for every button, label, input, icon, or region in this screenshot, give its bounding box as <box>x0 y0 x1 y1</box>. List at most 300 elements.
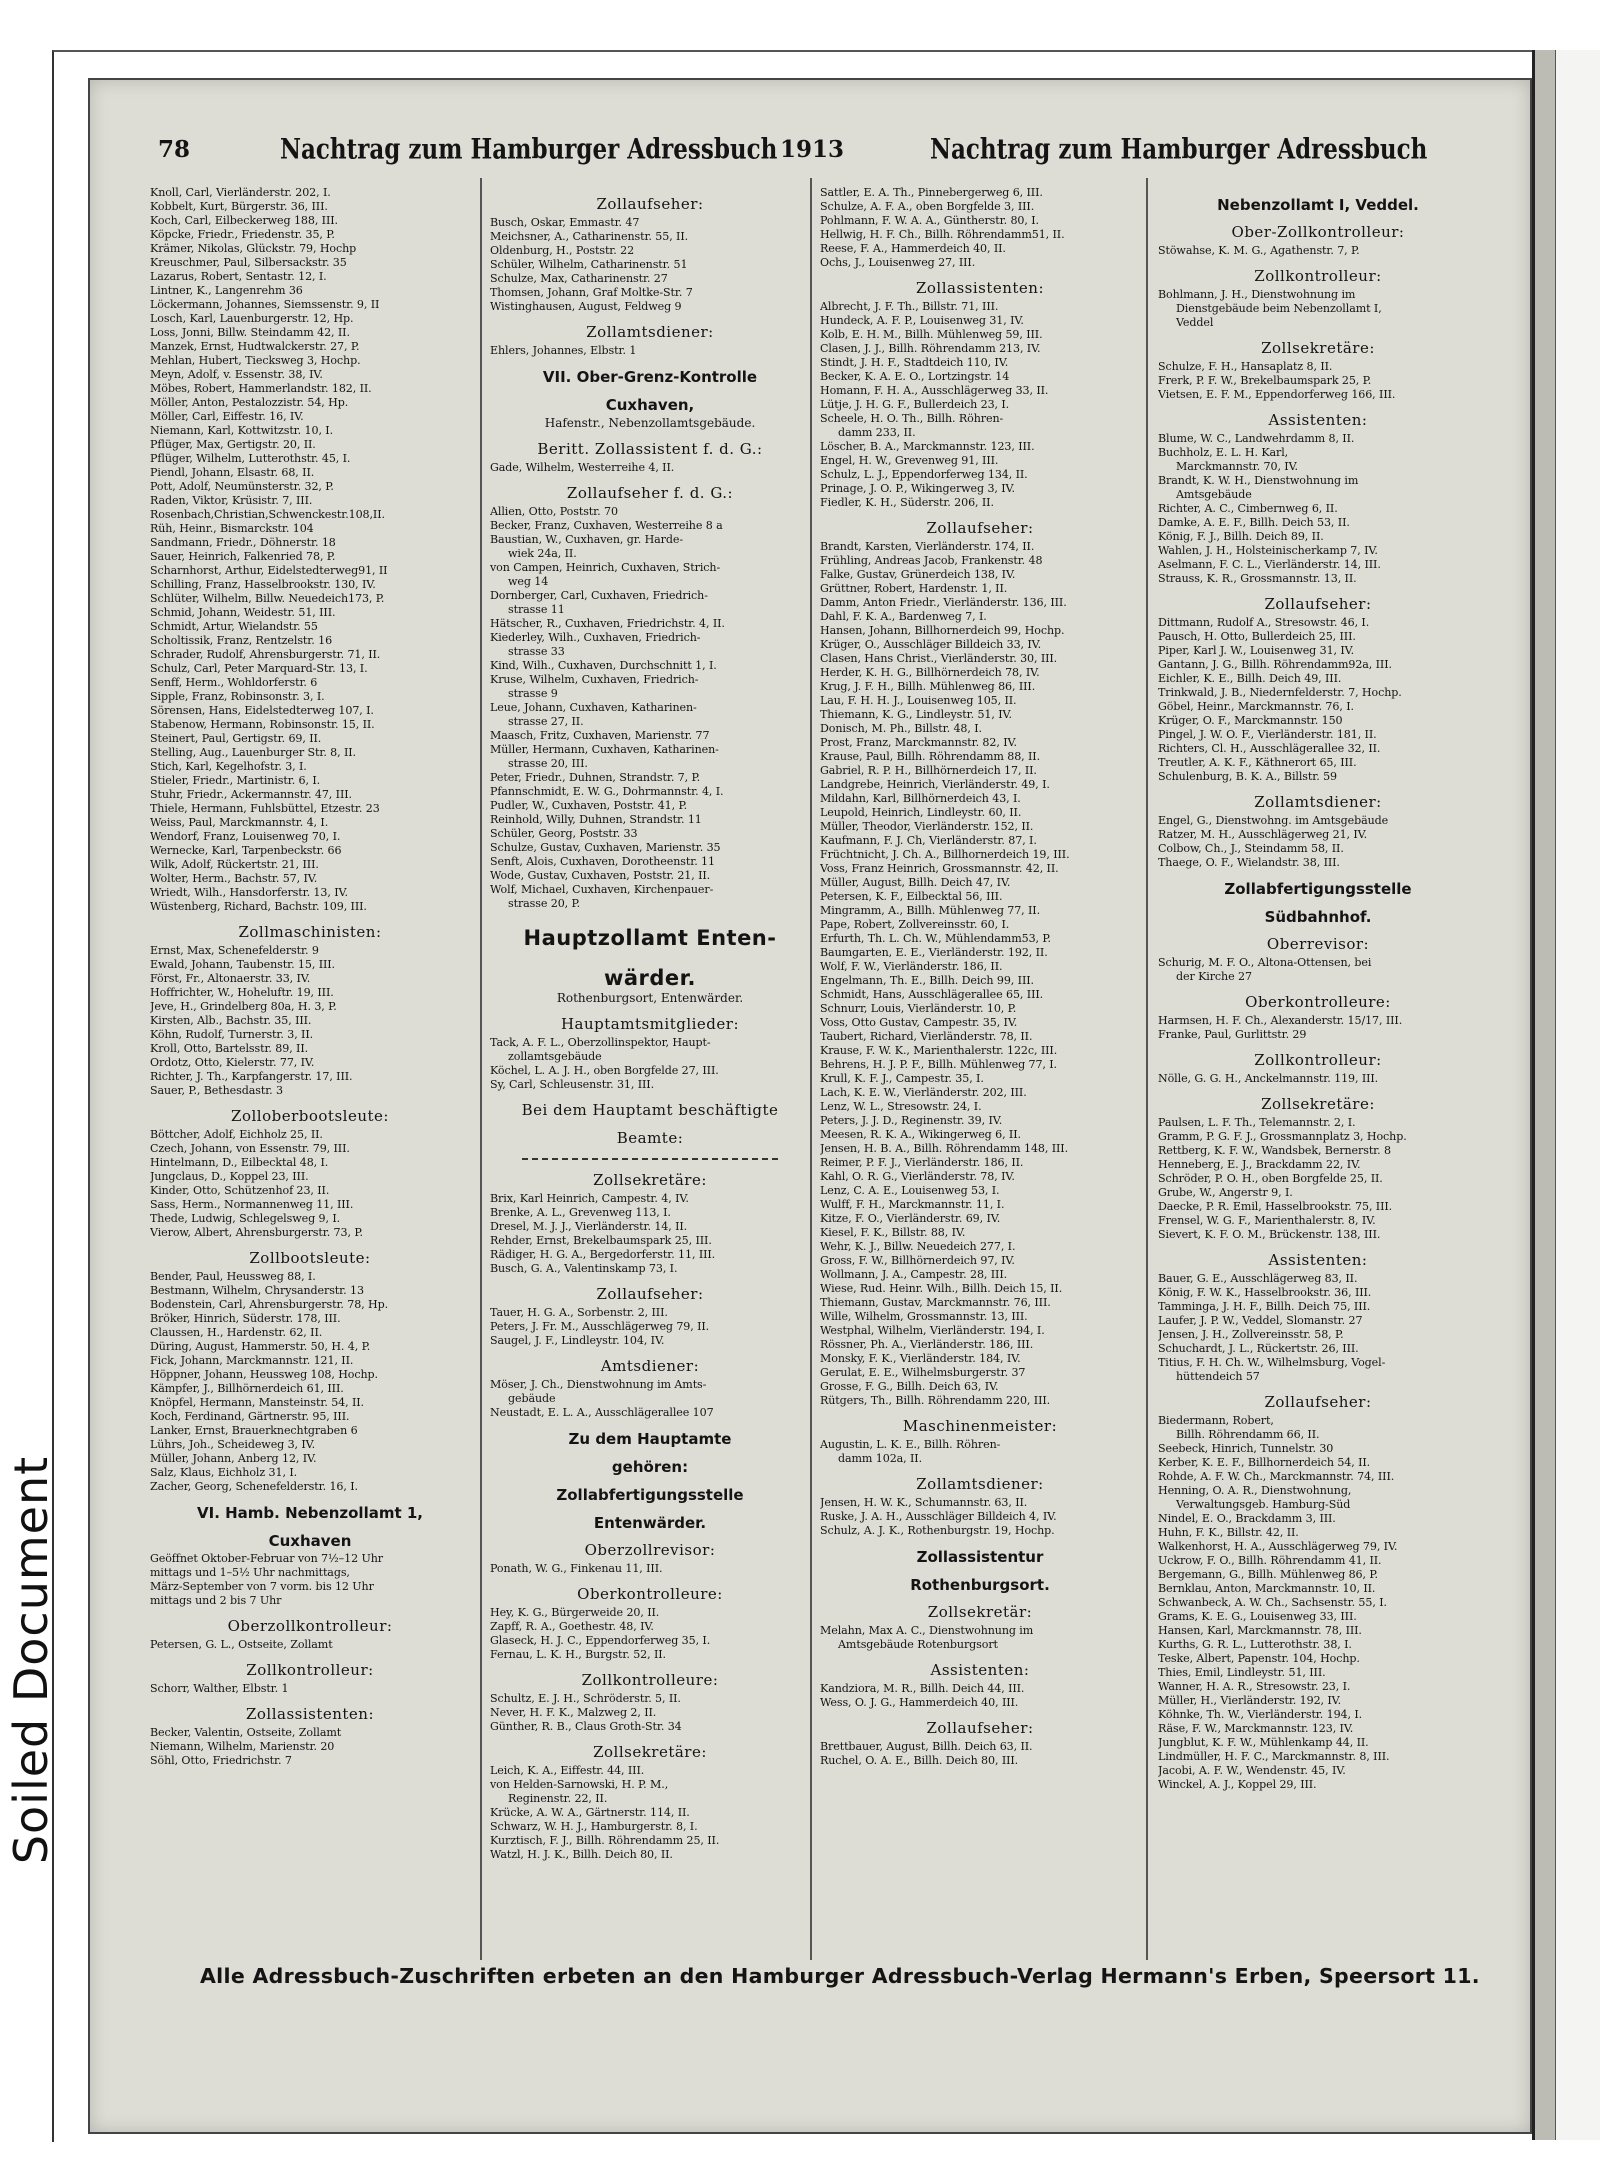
directory-entry: Sattler, E. A. Th., Pinnebergerweg 6, III. <box>820 186 1043 199</box>
page-header <box>150 132 1428 172</box>
section-heading: Zolloberbootsleute: <box>231 1107 389 1125</box>
directory-entry: Rütgers, Th., Billh. Röhrendamm 220, III. <box>820 1394 1051 1407</box>
directory-entry: Glaseck, H. J. C., Eppendorferweg 35, I. <box>490 1634 711 1647</box>
directory-entry: Colbow, Ch., J., Steindamm 58, II. <box>1158 842 1344 855</box>
directory-entry: Köhn, Rudolf, Turnerstr. 3, II. <box>150 1028 314 1041</box>
directory-entry: Blume, W. C., Landwehrdamm 8, II. <box>1158 432 1355 445</box>
directory-entry: Landgrebe, Heinrich, Vierländerstr. 49, I. <box>820 778 1050 791</box>
section-heading: Zollsekretär: <box>927 1603 1033 1621</box>
directory-entry: Clasen, J. J., Billh. Röhrendamm 213, IV. <box>820 342 1041 355</box>
office-heading: Entenwärder. <box>593 1514 707 1532</box>
directory-entry: Müller, Hermann, Cuxhaven, Katharinen- <box>490 743 719 756</box>
directory-entry: Lindmüller, H. F. C., Marckmannstr. 8, III. <box>1158 1750 1390 1763</box>
directory-entry: Kaufmann, F. J. Ch, Vierländerstr. 87, I. <box>820 834 1037 847</box>
directory-entry: Pflüger, Max, Gertigstr. 20, II. <box>150 438 316 451</box>
directory-entry: Tamminga, J. H. F., Billh. Deich 75, III. <box>1158 1300 1371 1313</box>
directory-entry: Sipple, Franz, Robinsonstr. 3, I. <box>150 690 325 703</box>
directory-entry: Lintner, K., Langenrehm 36 <box>150 284 303 297</box>
section-heading: Beritt. Zollassistent f. d. G.: <box>537 440 763 458</box>
directory-entry: Hintelmann, D., Eilbecktal 48, I. <box>150 1156 329 1169</box>
directory-entry: Schuchardt, J. L., Rückertstr. 26, III. <box>1158 1342 1359 1355</box>
directory-entry: Clasen, Hans Christ., Vierländerstr. 30, III. <box>820 652 1058 665</box>
directory-entry: Kind, Wilh., Cuxhaven, Durchschnitt 1, I. <box>490 659 717 672</box>
directory-entry: Pott, Adolf, Neumünsterstr. 32, P. <box>150 480 334 493</box>
directory-entry: Mildahn, Karl, Billhörnerdeich 43, I. <box>820 792 1021 805</box>
section-heading: Ober-Zollkontrolleur: <box>1231 223 1405 241</box>
directory-entry: Henneberg, E. J., Brackdamm 22, IV. <box>1158 1158 1361 1171</box>
directory-column-4 <box>1158 186 1478 1956</box>
directory-entry: Nölle, G. G. H., Anckelmannstr. 119, III. <box>1158 1072 1379 1085</box>
directory-entry: Engel, G., Dienstwohng. im Amtsgebäude <box>1158 814 1389 827</box>
directory-entry: Huhn, F. K., Billstr. 42, II. <box>1158 1526 1299 1539</box>
directory-entry: Düring, August, Hammerstr. 50, H. 4, P. <box>150 1340 371 1353</box>
section-heading: Zollaufseher: <box>1264 1393 1372 1411</box>
directory-entry: Kitze, F. O., Vierländerstr. 69, IV. <box>820 1212 1001 1225</box>
directory-entry: Schurig, M. F. O., Altona-Ottensen, bei <box>1158 956 1372 969</box>
directory-entry: Wehr, K. J., Billw. Neuedeich 277, I. <box>820 1240 1016 1253</box>
entry-continuation: Amtsgebäude <box>1176 488 1252 501</box>
directory-entry: Fernau, L. K. H., Burgstr. 52, II. <box>490 1648 666 1661</box>
directory-entry: Lenz, C. A. E., Louisenweg 53, I. <box>820 1184 1000 1197</box>
directory-entry: Voss, Franz Heinrich, Grossmannstr. 42, II. <box>820 862 1059 875</box>
entry-continuation: Amtsgebäude Rotenburgsort <box>838 1638 998 1651</box>
directory-entry: Grosse, F. G., Billh. Deich 63, IV. <box>820 1380 999 1393</box>
directory-entry: Neustadt, E. L. A., Ausschlägerallee 107 <box>490 1406 714 1419</box>
directory-entry: Grüttner, Robert, Hardenstr. 1, II. <box>820 582 1008 595</box>
entry-continuation: Verwaltungsgeb. Hamburg-Süd <box>1176 1498 1351 1511</box>
directory-entry: Sievert, K. F. O. M., Brückenstr. 138, III. <box>1158 1228 1381 1241</box>
directory-entry: Nindel, E. O., Brackdamm 3, III. <box>1158 1512 1336 1525</box>
directory-entry: Ehlers, Johannes, Elbstr. 1 <box>490 344 637 357</box>
directory-entry: Höppner, Johann, Heussweg 108, Hochp. <box>150 1368 378 1381</box>
directory-entry: Schulz, Carl, Peter Marquard-Str. 13, I. <box>150 662 368 675</box>
page-number: 78 <box>158 136 191 163</box>
directory-entry: Schulenburg, B. K. A., Billstr. 59 <box>1158 770 1338 783</box>
section-heading: Bei dem Hauptamt beschäftigte <box>521 1101 779 1119</box>
directory-entry: Wollmann, J. A., Campestr. 28, III. <box>820 1268 1008 1281</box>
directory-entry: Richters, Cl. H., Ausschlägerallee 32, II. <box>1158 742 1381 755</box>
directory-entry: Möller, Anton, Pestalozzistr. 54, Hp. <box>150 396 349 409</box>
directory-entry: Schulz, A. J. K., Rothenburgstr. 19, Hochp. <box>820 1524 1055 1537</box>
directory-entry: Richter, J. Th., Karpfangerstr. 17, III. <box>150 1070 353 1083</box>
directory-entry: Prinage, J. O. P., Wikingerweg 3, IV. <box>820 482 1015 495</box>
directory-entry: Pape, Robert, Zollvereinsstr. 60, I. <box>820 918 1010 931</box>
directory-entry: Damke, A. E. F., Billh. Deich 53, II. <box>1158 516 1350 529</box>
directory-column-3 <box>820 186 1140 1956</box>
directory-entry: Daecke, P. R. Emil, Hasselbrookstr. 75, III. <box>1158 1200 1393 1213</box>
office-heading: Zollassistentur <box>916 1548 1044 1566</box>
directory-entry: Schmid, Johann, Weidestr. 51, III. <box>150 606 336 619</box>
column-rule <box>480 178 482 1960</box>
directory-entry: Krücke, A. W. A., Gärtnerstr. 114, II. <box>490 1806 690 1819</box>
directory-entry: Rohde, A. F. W. Ch., Marckmannstr. 74, III. <box>1158 1470 1395 1483</box>
directory-entry: Schulze, A. F. A., oben Borgfelde 3, III. <box>820 200 1035 213</box>
directory-entry: Rüh, Heinr., Bismarckstr. 104 <box>150 522 314 535</box>
directory-entry: Claussen, H., Hardenstr. 62, II. <box>150 1326 323 1339</box>
directory-entry: Weiss, Paul, Marckmannstr. 4, I. <box>150 816 329 829</box>
section-heading: Amtsdiener: <box>600 1357 700 1375</box>
directory-entry: Kurztisch, F. J., Billh. Röhrendamm 25, II. <box>490 1834 720 1847</box>
directory-entry: Köpcke, Friedr., Friedenstr. 35, P. <box>150 228 335 241</box>
section-heading: Zollassistenten: <box>915 279 1045 297</box>
directory-entry: Bodenstein, Carl, Ahrensburgerstr. 78, Hp. <box>150 1298 389 1311</box>
office-heading: Zollabfertigungsstelle <box>556 1486 744 1504</box>
directory-entry: Stieler, Friedr., Martinistr. 6, I. <box>150 774 321 787</box>
directory-entry: Ochs, J., Louisenweg 27, III. <box>820 256 976 269</box>
directory-entry: Thede, Ludwig, Schlegelsweg 9, I. <box>150 1212 341 1225</box>
office-heading: VI. Hamb. Nebenzollamt 1, <box>197 1504 423 1522</box>
directory-entry: Wolf, Michael, Cuxhaven, Kirchenpauer- <box>490 883 714 896</box>
directory-entry: Saugel, J. F., Lindleystr. 104, IV. <box>490 1334 665 1347</box>
directory-entry: Kiesel, F. K., Billstr. 88, IV. <box>820 1226 966 1239</box>
directory-entry: Brandt, K. W. H., Dienstwohnung im <box>1158 474 1359 487</box>
section-heading: Zollkontrolleur: <box>1254 1051 1382 1069</box>
directory-entry: Kurths, G. R. L., Lutterothstr. 38, I. <box>1158 1638 1352 1651</box>
directory-entry: Steinert, Paul, Gertigstr. 69, II. <box>150 732 322 745</box>
directory-entry: Albrecht, J. F. Th., Billstr. 71, III. <box>820 300 999 313</box>
directory-entry: Gabriel, R. P. H., Billhörnerdeich 17, II. <box>820 764 1037 777</box>
directory-entry: Pohlmann, F. W. A. A., Güntherstr. 80, I. <box>820 214 1039 227</box>
directory-entry: Raden, Viktor, Krüsistr. 7, III. <box>150 494 313 507</box>
section-heading: Zollsekretäre: <box>593 1171 707 1189</box>
section-heading: Zollsekretäre: <box>1261 1095 1375 1113</box>
directory-entry: Wess, O. J. G., Hammerdeich 40, III. <box>820 1696 1019 1709</box>
directory-entry: mittags und 1–5½ Uhr nachmittags, <box>150 1566 350 1579</box>
directory-entry: Jensen, H. W. K., Schumannstr. 63, II. <box>820 1496 1028 1509</box>
directory-entry: Tauer, H. G. A., Sorbenstr. 2, III. <box>490 1306 668 1319</box>
directory-entry: Pudler, W., Cuxhaven, Poststr. 41, P. <box>490 799 688 812</box>
main-office-heading: Hauptzollamt Enten- <box>523 926 777 950</box>
directory-entry: Dahl, F. K. A., Bardenweg 7, I. <box>820 610 987 623</box>
directory-entry: König, F. J., Billh. Deich 89, II. <box>1158 530 1324 543</box>
directory-entry: Buchholz, E. L. H. Karl, <box>1158 446 1289 459</box>
section-heading: Oberrevisor: <box>1266 935 1370 953</box>
entry-continuation: damm 233, II. <box>838 426 916 439</box>
header-year: 1913 <box>780 136 845 163</box>
directory-entry: Becker, K. A. E. O., Lortzingstr. 14 <box>820 370 1010 383</box>
directory-entry: Erfurth, Th. L. Ch. W., Mühlendamm53, P. <box>820 932 1051 945</box>
directory-entry: Göbel, Heinr., Marckmannstr. 76, I. <box>1158 700 1354 713</box>
directory-entry: Sandmann, Friedr., Döhnerstr. 18 <box>150 536 336 549</box>
directory-entry: Müller, Johann, Anberg 12, IV. <box>150 1452 317 1465</box>
directory-entry: Früchtnicht, J. Ch. A., Billhornerdeich 19, III. <box>820 848 1070 861</box>
directory-entry: Oldenburg, H., Poststr. 22 <box>490 244 635 257</box>
directory-entry: Müller, H., Vierländerstr. 192, IV. <box>1158 1694 1342 1707</box>
directory-entry: Meyn, Adolf, v. Essenstr. 38, IV. <box>150 368 323 381</box>
directory-entry: Schüler, Wilhelm, Catharinenstr. 51 <box>490 258 688 271</box>
background-strip <box>1556 50 1600 2140</box>
directory-entry: Grams, K. E. G., Louisenweg 33, III. <box>1158 1610 1357 1623</box>
section-heading: Oberkontrolleure: <box>1245 993 1391 1011</box>
directory-entry: Rössner, Ph. A., Vierländerstr. 186, III. <box>820 1338 1034 1351</box>
directory-entry: Paulsen, L. F. Th., Telemannstr. 2, I. <box>1158 1116 1356 1129</box>
directory-entry: von Campen, Heinrich, Cuxhaven, Strich- <box>490 561 721 574</box>
directory-entry: Kruse, Wilhelm, Cuxhaven, Friedrich- <box>490 673 699 686</box>
directory-entry: Jacobi, A. F. W., Wendenstr. 45, IV. <box>1158 1764 1346 1777</box>
directory-entry: Günther, R. B., Claus Groth-Str. 34 <box>490 1720 682 1733</box>
directory-entry: Wendorf, Franz, Louisenweg 70, I. <box>150 830 341 843</box>
directory-entry: Meesen, R. K. A., Wikingerweg 6, II. <box>820 1128 1021 1141</box>
directory-entry: Bauer, G. E., Ausschlägerweg 83, II. <box>1158 1272 1358 1285</box>
header-title-right: Nachtrag zum Hamburger Adressbuch <box>930 133 1428 166</box>
directory-entry: Schrader, Rudolf, Ahrensburgerstr. 71, II. <box>150 648 381 661</box>
directory-entry: Kroll, Otto, Bartelsstr. 89, II. <box>150 1042 309 1055</box>
directory-entry: Schulze, Max, Catharinenstr. 27 <box>490 272 668 285</box>
office-heading: Zollabfertigungsstelle <box>1224 880 1412 898</box>
directory-entry: Stabenow, Hermann, Robinsonstr. 15, II. <box>150 718 375 731</box>
directory-entry: Ponath, W. G., Finkenau 11, III. <box>490 1562 663 1575</box>
directory-entry: Wilk, Adolf, Rückertstr. 21, III. <box>150 858 319 871</box>
directory-entry: Först, Fr., Altonaerstr. 33, IV. <box>150 972 311 985</box>
directory-entry: Stindt, J. H. F., Stadtdeich 110, IV. <box>820 356 1009 369</box>
directory-entry: Thomsen, Johann, Graf Moltke-Str. 7 <box>490 286 693 299</box>
directory-entry: Kobbelt, Kurt, Bürgerstr. 36, III. <box>150 200 328 213</box>
directory-entry: Jensen, J. H., Zollvereinsstr. 58, P. <box>1158 1328 1344 1341</box>
directory-entry: Fick, Johann, Marckmannstr. 121, II. <box>150 1354 354 1367</box>
directory-column-1 <box>150 186 470 1956</box>
directory-entry: Rosenbach,Christian,Schwenckestr.108,II. <box>150 508 385 521</box>
directory-entry: Senft, Alois, Cuxhaven, Dorotheenstr. 11 <box>490 855 715 868</box>
directory-entry: Gross, F. W., Billhörnerdeich 97, IV. <box>820 1254 1015 1267</box>
directory-entry: Voss, Otto Gustav, Campestr. 35, IV. <box>820 1016 1018 1029</box>
entry-continuation: damm 102a, II. <box>838 1452 923 1465</box>
directory-entry: Böttcher, Adolf, Eichholz 25, II. <box>150 1128 323 1141</box>
directory-entry: Bröker, Hinrich, Süderstr. 178, III. <box>150 1312 341 1325</box>
directory-entry: Biedermann, Robert, <box>1158 1414 1274 1427</box>
directory-entry: Krämer, Nikolas, Glückstr. 79, Hochp <box>150 242 357 255</box>
directory-entry: Vierow, Albert, Ahrensburgerstr. 73, P. <box>150 1226 363 1239</box>
directory-entry: Tack, A. F. L., Oberzollinspektor, Haupt- <box>490 1036 711 1049</box>
directory-entry: Ratzer, M. H., Ausschlägerweg 21, IV. <box>1158 828 1368 841</box>
directory-entry: Rädiger, H. G. A., Bergedorferstr. 11, III. <box>490 1248 716 1261</box>
directory-entry: Herder, K. H. G., Billhörnerdeich 78, IV. <box>820 666 1040 679</box>
directory-entry: Hoffrichter, W., Hoheluftr. 19, III. <box>150 986 334 999</box>
entry-continuation: Marckmannstr. 70, IV. <box>1176 460 1298 473</box>
directory-entry: Pfannschmidt, E. W. G., Dohrmannstr. 4, I. <box>490 785 724 798</box>
directory-entry: Seebeck, Hinrich, Tunnelstr. 30 <box>1158 1442 1334 1455</box>
directory-entry: Reese, F. A., Hammerdeich 40, II. <box>820 242 1006 255</box>
directory-entry: Lazarus, Robert, Sentastr. 12, I. <box>150 270 327 283</box>
directory-entry: Ruchel, O. A. E., Billh. Deich 80, III. <box>820 1754 1019 1767</box>
directory-entry: Ewald, Johann, Taubenstr. 15, III. <box>150 958 335 971</box>
directory-entry: Engel, H. W., Grevenweg 91, III. <box>820 454 999 467</box>
directory-entry: Bohlmann, J. H., Dienstwohnung im <box>1158 288 1356 301</box>
directory-entry: Brettbauer, August, Billh. Deich 63, II. <box>820 1740 1033 1753</box>
directory-entry: Baumgarten, E. E., Vierländerstr. 192, II. <box>820 946 1048 959</box>
directory-entry: Engelmann, Th. E., Billh. Deich 99, III. <box>820 974 1034 987</box>
directory-entry: Reimer, P. F. J., Vierländerstr. 186, II. <box>820 1156 1024 1169</box>
directory-entry: Strauss, K. R., Grossmannstr. 13, II. <box>1158 572 1357 585</box>
directory-entry: Becker, Franz, Cuxhaven, Westerreihe 8 a <box>490 519 723 532</box>
entry-continuation: Dienstgebäude beim Nebenzollamt I, <box>1176 302 1382 315</box>
directory-entry: Kiederley, Wilh., Cuxhaven, Friedrich- <box>490 631 701 644</box>
entry-continuation: strasse 9 <box>508 687 558 700</box>
directory-entry: Sauer, P., Bethesdastr. 3 <box>150 1084 283 1097</box>
directory-entry: Möller, Carl, Eiffestr. 16, IV. <box>150 410 304 423</box>
section-heading: Zollamtsdiener: <box>586 323 714 341</box>
directory-entry: Leupold, Heinrich, Lindleystr. 60, II. <box>820 806 1022 819</box>
soiled-document-stamp: Soiled Document <box>4 1455 58 1865</box>
directory-entry: Möbes, Robert, Hammerlandstr. 182, II. <box>150 382 372 395</box>
directory-entry: Krause, Paul, Billh. Röhrendamm 88, II. <box>820 750 1041 763</box>
directory-entry: Hundeck, A. F. P., Louisenweg 31, IV. <box>820 314 1024 327</box>
directory-entry: Kämpfer, J., Billhörnerdeich 61, III. <box>150 1382 344 1395</box>
directory-entry: Hätscher, R., Cuxhaven, Friedrichstr. 4, II. <box>490 617 725 630</box>
directory-entry: Kerber, K. E. F., Billhornerdeich 54, II. <box>1158 1456 1371 1469</box>
directory-entry: Czech, Johann, von Essenstr. 79, III. <box>150 1142 350 1155</box>
directory-entry: Löckermann, Johannes, Siemssenstr. 9, II <box>150 298 380 311</box>
directory-entry: Grube, W., Angerstr 9, I. <box>1158 1186 1293 1199</box>
directory-entry: Wolter, Herm., Bachstr. 57, IV. <box>150 872 318 885</box>
office-heading: Cuxhaven, <box>605 396 695 414</box>
directory-entry: Augustin, L. K. E., Billh. Röhren- <box>820 1438 1001 1451</box>
directory-entry: Knoll, Carl, Vierländerstr. 202, I. <box>150 186 331 199</box>
directory-entry: Schwanbeck, A. W. Ch., Sachsenstr. 55, I. <box>1158 1596 1387 1609</box>
directory-entry: Krüger, O. F., Marckmannstr. 150 <box>1158 714 1343 727</box>
directory-entry: Becker, Valentin, Ostseite, Zollamt <box>150 1726 342 1739</box>
directory-entry: Bestmann, Wilhelm, Chrysanderstr. 13 <box>150 1284 364 1297</box>
office-location: Rothenburgsort, Entenwärder. <box>556 991 744 1005</box>
section-heading: Maschinenmeister: <box>902 1417 1058 1435</box>
directory-entry: Piendl, Johann, Elsastr. 68, II. <box>150 466 315 479</box>
directory-entry: Laufer, J. P. W., Veddel, Slomanstr. 27 <box>1158 1314 1363 1327</box>
directory-entry: Schüler, Georg, Poststr. 33 <box>490 827 638 840</box>
directory-entry: Watzl, H. J. K., Billh. Deich 80, II. <box>490 1848 673 1861</box>
facing-page-edge <box>1532 50 1557 2140</box>
directory-entry: Knöpfel, Hermann, Mansteinstr. 54, II. <box>150 1396 364 1409</box>
directory-entry: Frerk, P. F. W., Brekelbaumspark 25, P. <box>1158 374 1372 387</box>
entry-continuation: Reginenstr. 22, II. <box>508 1792 608 1805</box>
directory-entry: Schilling, Franz, Hasselbrookstr. 130, IV. <box>150 578 376 591</box>
directory-entry: Schröder, P. O. H., oben Borgfelde 25, II. <box>1158 1172 1383 1185</box>
directory-entry: Hellwig, H. F. Ch., Billh. Röhrendamm51, II. <box>820 228 1065 241</box>
directory-entry: Schmidt, Artur, Wielandstr. 55 <box>150 620 318 633</box>
directory-entry: Ordotz, Otto, Kielerstr. 77, IV. <box>150 1056 315 1069</box>
directory-entry: Petersen, K. F., Eilbecktal 56, III. <box>820 890 1003 903</box>
directory-entry: Brenke, A. L., Grevenweg 113, I. <box>490 1206 671 1219</box>
office-heading: Nebenzollamt I, Veddel. <box>1217 196 1419 214</box>
entry-continuation: wiek 24a, II. <box>508 547 577 560</box>
directory-entry: Thiele, Hermann, Fuhlsbüttel, Etzestr. 23 <box>150 802 380 815</box>
section-heading: Zollaufseher: <box>596 1285 704 1303</box>
entry-continuation: strasse 11 <box>508 603 565 616</box>
directory-entry: Walkenhorst, H. A., Ausschlägerweg 79, IV. <box>1158 1540 1398 1553</box>
directory-entry: Kinder, Otto, Schützenhof 23, II. <box>150 1184 330 1197</box>
directory-entry: Stelling, Aug., Lauenburger Str. 8, II. <box>150 746 356 759</box>
directory-entry: Schorr, Walther, Elbstr. 1 <box>150 1682 289 1695</box>
directory-entry: Teske, Albert, Papenstr. 104, Hochp. <box>1158 1652 1360 1665</box>
directory-entry: Lau, F. H. H. J., Louisenweg 105, II. <box>820 694 1017 707</box>
directory-entry: Lührs, Joh., Scheideweg 3, IV. <box>150 1438 316 1451</box>
section-heading: Zollaufseher: <box>926 1719 1034 1737</box>
directory-entry: Lenz, W. L., Stresowstr. 24, I. <box>820 1100 982 1113</box>
directory-entry: Scharnhorst, Arthur, Eidelstedterweg91, II <box>150 564 388 577</box>
directory-column-2 <box>490 186 810 1956</box>
directory-entry: Falke, Gustav, Grünerdeich 138, IV. <box>820 568 1016 581</box>
office-heading: VII. Ober-Grenz-Kontrolle <box>542 368 758 386</box>
office-heading: Südbahnhof. <box>1264 908 1372 926</box>
directory-entry: Ernst, Max, Schenefelderstr. 9 <box>150 944 319 957</box>
section-heading: Zollaufseher: <box>596 195 704 213</box>
directory-entry: Krause, F. W. K., Marienthalerstr. 122c, III. <box>820 1044 1058 1057</box>
directory-entry: Koch, Ferdinand, Gärtnerstr. 95, III. <box>150 1410 350 1423</box>
directory-entry: Pausch, H. Otto, Bullerdeich 25, III. <box>1158 630 1356 643</box>
main-office-heading: wärder. <box>603 966 697 990</box>
section-heading: Zollsekretäre: <box>1261 339 1375 357</box>
directory-entry: Peters, J. Fr. M., Ausschlägerweg 79, II. <box>490 1320 710 1333</box>
directory-entry: Zapff, R. A., Goethestr. 48, IV. <box>490 1620 654 1633</box>
directory-entry: Kandziora, M. R., Billh. Deich 44, III. <box>820 1682 1025 1695</box>
directory-entry: Söhl, Otto, Friedrichstr. 7 <box>150 1754 292 1767</box>
directory-entry: Dittmann, Rudolf A., Stresowstr. 46, I. <box>1158 616 1370 629</box>
directory-entry: Donisch, M. Ph., Billstr. 48, I. <box>820 722 982 735</box>
directory-entry: Wüstenberg, Richard, Bachstr. 109, III. <box>150 900 367 913</box>
entry-continuation: strasse 20, III. <box>508 757 588 770</box>
section-heading: Zollassistenten: <box>245 1705 375 1723</box>
section-heading: Oberzollrevisor: <box>584 1541 716 1559</box>
directory-entry: Scheele, H. O. Th., Billh. Röhren- <box>820 412 1004 425</box>
section-heading: Assistenten: <box>930 1661 1030 1679</box>
directory-entry: von Helden-Sarnowski, H. P. M., <box>490 1778 669 1791</box>
directory-entry: Schlüter, Wilhelm, Billw. Neuedeich173, P. <box>150 592 385 605</box>
directory-entry: Schwarz, W. H. J., Hamburgerstr. 8, I. <box>490 1820 698 1833</box>
directory-entry: Losch, Karl, Lauenburgerstr. 12, Hp. <box>150 312 354 325</box>
directory-entry: Busch, Oskar, Emmastr. 47 <box>490 216 640 229</box>
section-heading: Zollamtsdiener: <box>1254 793 1382 811</box>
directory-entry: Jungblut, K. F. W., Mühlenkamp 44, II. <box>1158 1736 1369 1749</box>
directory-entry: Lach, K. E. W., Vierländerstr. 202, III. <box>820 1086 1027 1099</box>
directory-entry: Stöwahse, K. M. G., Agathenstr. 7, P. <box>1158 244 1360 257</box>
directory-entry: Winckel, A. J., Koppel 29, III. <box>1158 1778 1317 1791</box>
section-heading: Oberzollkontrolleur: <box>227 1617 393 1635</box>
directory-entry: Zacher, Georg, Schenefelderstr. 16, I. <box>150 1480 358 1493</box>
office-heading: Cuxhaven <box>268 1532 352 1550</box>
column-rule <box>1146 178 1148 1960</box>
directory-entry: Krug, J. F. H., Billh. Mühlenweg 86, III. <box>820 680 1036 693</box>
section-heading: Zollmaschinisten: <box>238 923 382 941</box>
directory-entry: Sy, Carl, Schleusenstr. 31, III. <box>490 1078 655 1091</box>
directory-entry: Leue, Johann, Cuxhaven, Katharinen- <box>490 701 697 714</box>
directory-entry: Treutler, A. K. F., Käthnerort 65, III. <box>1158 756 1357 769</box>
directory-entry: Henning, O. A. R., Dienstwohnung, <box>1158 1484 1352 1497</box>
directory-entry: Sörensen, Hans, Eidelstedterweg 107, I. <box>150 704 374 717</box>
directory-entry: Salz, Klaus, Eichholz 31, I. <box>150 1466 298 1479</box>
directory-entry: Gade, Wilhelm, Westerreihe 4, II. <box>490 461 675 474</box>
directory-entry: Westphal, Wilhelm, Vierländerstr. 194, I. <box>820 1324 1045 1337</box>
directory-entry: Müller, Theodor, Vierländerstr. 152, II. <box>820 820 1034 833</box>
section-heading: Zollsekretäre: <box>593 1743 707 1761</box>
directory-entry: Uckrow, F. O., Billh. Röhrendamm 41, II. <box>1158 1554 1382 1567</box>
directory-entry: Wulff, F. H., Marckmannstr. 11, I. <box>820 1198 1005 1211</box>
directory-entry: Brix, Karl Heinrich, Campestr. 4, IV. <box>490 1192 689 1205</box>
section-heading: Assistenten: <box>1268 1251 1368 1269</box>
directory-entry: Taubert, Richard, Vierländerstr. 78, II. <box>820 1030 1033 1043</box>
directory-entry: Manzek, Ernst, Hudtwalckerstr. 27, P. <box>150 340 360 353</box>
directory-entry: Fiedler, K. H., Süderstr. 206, II. <box>820 496 994 509</box>
directory-entry: Reinhold, Willy, Duhnen, Strandstr. 11 <box>490 813 702 826</box>
directory-entry: Wanner, H. A. R., Stresowstr. 23, I. <box>1158 1680 1351 1693</box>
directory-entry: Scholtissik, Franz, Rentzelstr. 16 <box>150 634 333 647</box>
directory-entry: Stuhr, Friedr., Ackermannstr. 47, III. <box>150 788 352 801</box>
directory-entry: Wriedt, Wilh., Hansdorferstr. 13, IV. <box>150 886 348 899</box>
directory-entry: Köhnke, Th. W., Vierländerstr. 194, I. <box>1158 1708 1363 1721</box>
section-heading: Zollkontrolleur: <box>1254 267 1382 285</box>
entry-continuation: Veddel <box>1176 316 1214 329</box>
directory-entry: Gantann, J. G., Billh. Röhrendamm92a, III. <box>1158 658 1392 671</box>
entry-continuation: weg 14 <box>508 575 549 588</box>
directory-entry: Geöffnet Oktober-Februar von 7½–12 Uhr <box>150 1552 383 1565</box>
directory-entry: Koch, Carl, Eilbeckerweg 188, III. <box>150 214 338 227</box>
